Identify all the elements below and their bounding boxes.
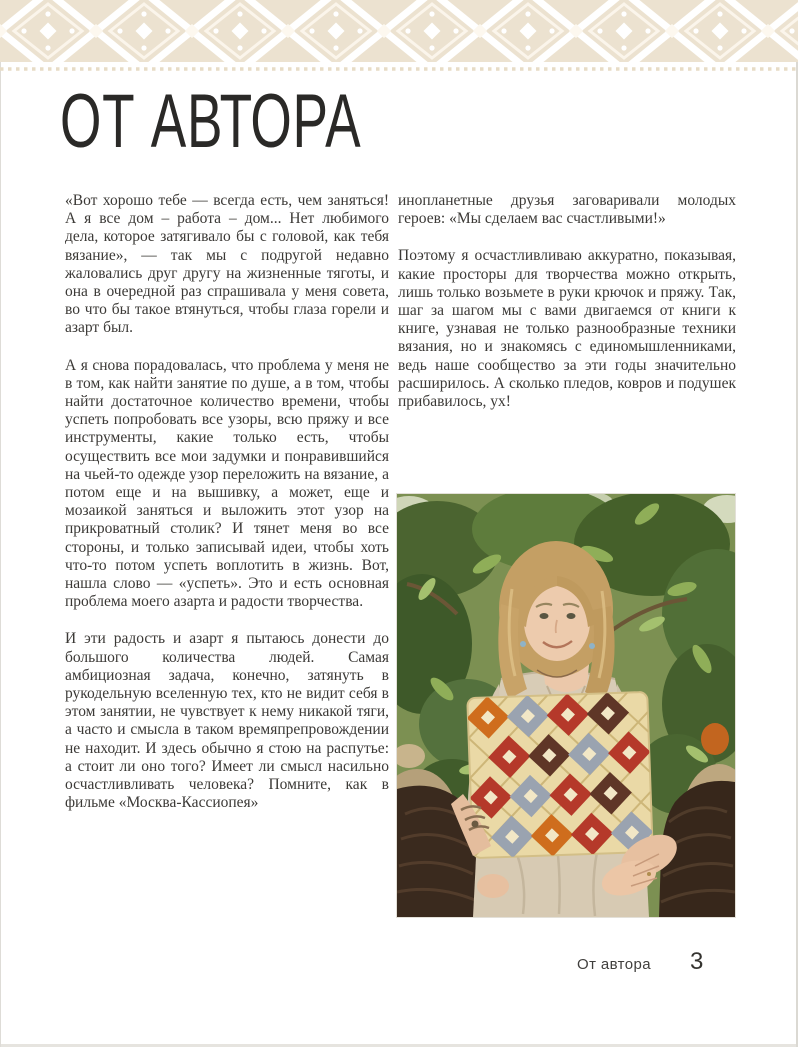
page-number: 3 — [690, 948, 704, 975]
knit-ornament-band — [0, 0, 798, 76]
author-photo — [397, 494, 735, 917]
paragraph: «Вот хорошо тебе — всегда есть, чем заняться! А я все дом – работа – дом... Нет любимого дела, которое затягивало бы с головой, как тебя вязание», — так мы с подругой недавно жаловались друг другу на жизненные тяготы, и она в очередной раз спрашивала у меня совета, во что бы такое втянуться, чтобы глаза горели и азарт был. — [65, 192, 389, 337]
left-text-column — [65, 192, 389, 832]
chapter-title: ОТ АВТОРА — [60, 79, 362, 164]
right-text-column — [398, 192, 736, 430]
paragraph: Поэтому я осчастливливаю аккуратно, показывая, какие просторы для творчества можно открыть, лишь только возьмете в руки крючок и пряжу. Так, шаг за шагом мы с вами двигаемся от книги к книге, узнавая не только разнообразные техники вязания, но и знакомясь с единомышленниками, ведь наше сообщество за эти годы значительно расширилось. А сколько пледов, ковров и подушек прибавилось, ух! — [398, 247, 736, 411]
paragraph: инопланетные друзья заговаривали молодых героев: «Мы сделаем вас счастливыми!» — [398, 192, 736, 228]
author-photo-graphic — [397, 494, 735, 917]
paragraph: И эти радость и азарт я пытаюсь донести до большого количества людей. Самая амбициозная задача, конечно, затянуть в рукодельную вселенную тех, кто не видит себя в этом занятии, не чувствует к нему никакой тяги, а часто и смысла в таком времяпрепровождении не находит. И здесь обычно я стою на распутье: а стоит ли оно того? Имеет ли смысл насильно осчастливливать человека? Помните, как в фильме «Москва-Кассиопея» — [65, 630, 389, 812]
footer-section-label: От автора — [577, 956, 652, 973]
knit-pattern-graphic — [0, 0, 798, 76]
paragraph: А я снова порадовалась, что проблема у меня не в том, как найти занятие по душе, а в том, чтобы найти достаточное количество времени, чтобы успеть попробовать все узоры, всю пряжу и все инструменты, какие только есть, чтобы осуществить все мои задумки и понравившийся на чьей-то одежде узор переложить на вязание, а потом еще и на вышивку, а может, еще и мозаикой заняться и выложить этот узор на прикроватный столик? И тянет меня во все стороны, и только записывай идеи, чтобы хоть что-то потом успеть воплотить в жизнь. Вот, нашла слово — «успеть». Это и есть основная проблема моего азарта и радости творчества. — [65, 356, 389, 611]
